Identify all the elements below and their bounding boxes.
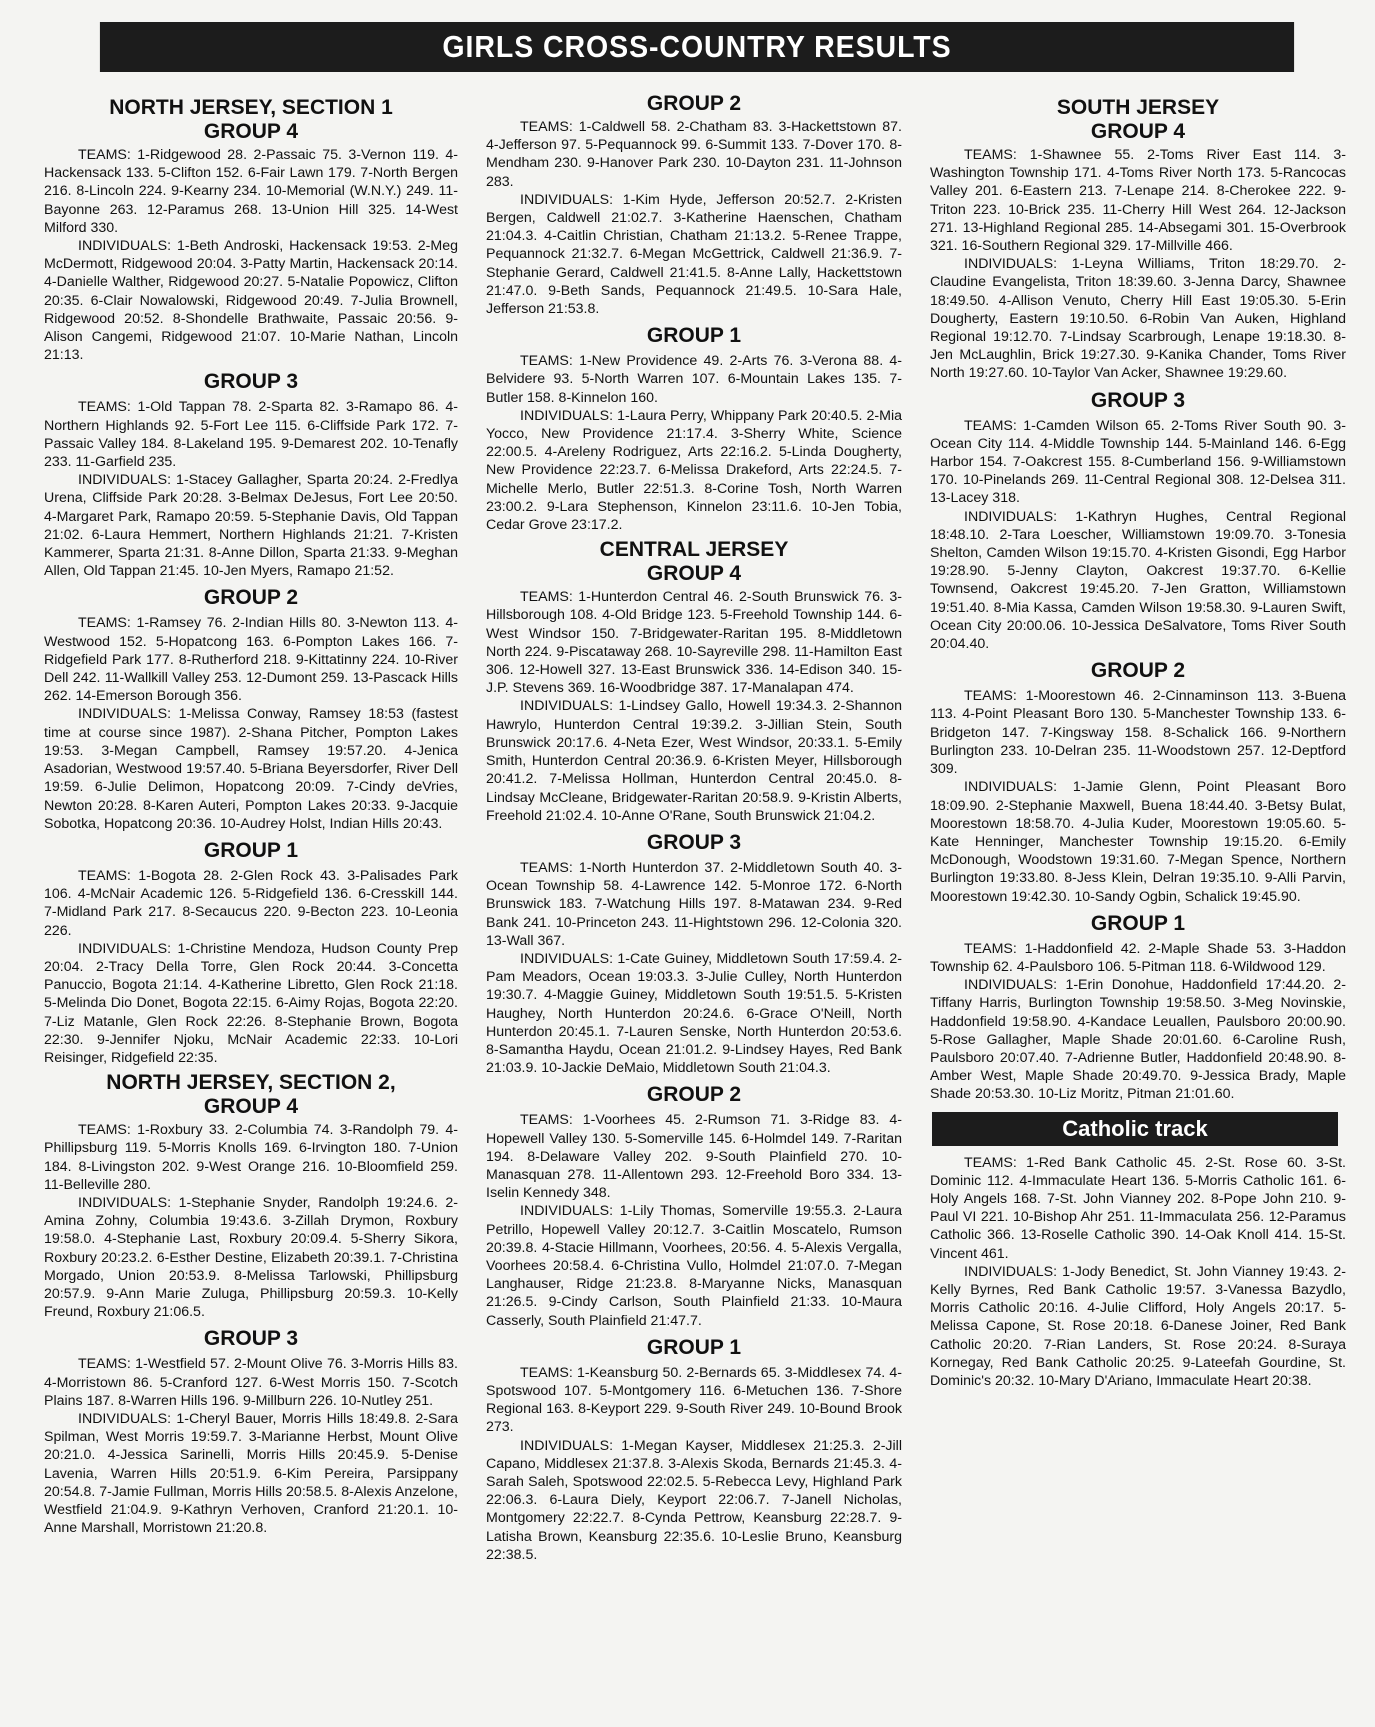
individual-results-paragraph: INDIVIDUALS: 1-Megan Kayser, Middlesex 21:25.3. 2-Jill Capano, Middlesex 21:37.8. 3-Alexis Skoda, Bernards 21:45.3. 4-Sarah Saleh, Spotswood 22:02.5. 5-Rebecca Levy, Highland Park 22:06.3. 6-Laura Diely, Keyport 22:06.7. 7-Janell Nicholas, Montgomery 22:22.7. 8-Cynda Pettrow, Keansburg 22:28.7. 9-Latisha Brown, Keansburg 22:35.6. 10-Leslie Bruno, Keansburg 22:38.5. bbox=[486, 1437, 902, 1563]
team-scores-paragraph: TEAMS: 1-Moorestown 46. 2-Cinnaminson 113. 3-Buena 113. 4-Point Pleasant Boro 130. 5-Manchester Township 133. 6-Bridgeton 147. 7-Kingsway 158. 8-Schalick 166. 9-Northern Burlington 233. 10-Delran 235. 11-Woodstown 257. 12-Deptford 309. bbox=[930, 688, 1346, 778]
team-scores-paragraph: TEAMS: 1-Ridgewood 28. 2-Passaic 75. 3-Vernon 119. 4-Hackensack 133. 5-Clifton 152. 6-Fair Lawn 179. 7-North Bergen 216. 8-Lincoln 224. 9-Kearny 234. 10-Memorial (W.N.Y.) 249. 11-Bayonne 263. 12-Paramus 268. 13-Union Hill 325. 14-West Milford 330. bbox=[44, 147, 458, 236]
group-heading: GROUP 2 bbox=[203, 586, 299, 610]
group-heading: GROUP 1 bbox=[646, 324, 742, 348]
individual-results-paragraph: INDIVIDUALS: 1-Melissa Conway, Ramsey 18:53 (fastest time at course since 1987). 2-Shana Pitcher, Pompton Lakes 19:53. 3-Megan Campbell, Ramsey 19:57.20. 4-Jenica Asadorian, Westwood 19:57.40. 5-Briana Beyersdorfer, River Dell 19:59. 6-Julie Delimon, Hopatcong 20:09. 7-Cindy deVries, Newton 20:28. 8-Karen Auteri, Pompton Lakes 20:33. 9-Jacquie Sobotka, Hopatcong 20:36. 10-Audrey Holst, Indian Hills 20:43. bbox=[44, 706, 458, 832]
group-heading: GROUP 3 bbox=[203, 370, 299, 394]
region-heading: SOUTH JERSEY bbox=[1056, 96, 1220, 119]
group-heading: GROUP 1 bbox=[1090, 911, 1186, 935]
team-scores-paragraph: TEAMS: 1-Ramsey 76. 2-Indian Hills 80. 3-Newton 113. 4-Westwood 152. 5-Hopatcong 163. 6-Pompton Lakes 166. 7-Ridgefield Park 177. 8-Rutherford 218. 9-Kittatinny 224. 10-River Dell 242. 11-Wallkill Valley 253. 12-Dumont 259. 13-Pascack Hills 262. 14-Emerson Borough 356. bbox=[44, 615, 458, 705]
individual-results-paragraph: INDIVIDUALS: 1-Stephanie Snyder, Randolph 19:24.6. 2-Amina Zohny, Columbia 19:43.6. 3-Zillah Drymon, Roxbury 19:58.0. 4-Stephanie Last, Roxbury 20:09.4. 5-Sherry Sikora, Roxbury 20:23.2. 6-Esther Destine, Elizabeth 20:39.1. 7-Christina Morgado, Union 20:53.9. 8-Melissa Tarlowski, Phillipsburg 20:57.9. 9-Ann Marie Zuluga, Phillipsburg 20:59.3. 10-Kelly Freund, Roxbury 21:06.5. bbox=[44, 1194, 458, 1321]
individual-results-paragraph: INDIVIDUALS: 1-Laura Perry, Whippany Park 20:40.5. 2-Mia Yocco, New Providence 21:17.4. 3-Sherry White, Science 22:00.5. 4-Areleny Rodriguez, Arts 22:16.2. 5-Linda Dougherty, New Providence 22:23.7. 6-Melissa Drakeford, Arts 22:24.5. 7-Michelle Merlo, Butler 22:51.3. 8-Corine Tosh, North Warren 23:00.2. 9-Lara Stephenson, Kinnelon 23:11.6. 10-Jen Tobia, Cedar Grove 23:17.2. bbox=[486, 407, 902, 534]
team-scores-paragraph: TEAMS: 1-Haddonfield 42. 2-Maple Shade 53. 3-Haddon Township 62. 4-Paulsboro 106. 5-Pitman 118. 6-Wildwood 129. bbox=[930, 940, 1346, 975]
individual-results-paragraph: INDIVIDUALS: 1-Kathryn Hughes, Central Regional 18:48.10. 2-Tara Loescher, Williamstown 19:09.70. 3-Tonesia Shelton, Camden Wilson 19:15.70. 4-Kristen Gisondi, Egg Harbor 19:28.90. 5-Jenny Clayton, Oakcrest 19:37.70. 6-Kellie Townsend, Oakcrest 19:45.20. 7-Jen Gratton, Williamstown 19:51.40. 8-Mia Kassa, Camden Wilson 19:58.30. 9-Lauren Swift, Ocean City 20:00.06. 10-Jessica DeSalvatore, Toms River South 20:04.40. bbox=[930, 508, 1346, 653]
column-south-jersey-catholic bbox=[930, 92, 1346, 1390]
team-scores-paragraph: TEAMS: 1-Red Bank Catholic 45. 2-St. Rose 60. 3-St. Dominic 112. 4-Immaculate Heart 136. 5-Morris Catholic 161. 6-Holy Angels 168. 7-St. John Vianney 202. 8-Pope John 210. 9-Paul VI 221. 10-Bishop Ahr 251. 11-Immaculata 256. 12-Paramus Catholic 366. 13-Roselle Catholic 390. 14-Oak Knoll 414. 15-St. Vincent 461. bbox=[930, 1154, 1346, 1262]
individual-results-paragraph: INDIVIDUALS: 1-Kim Hyde, Jefferson 20:52.7. 2-Kristen Bergen, Caldwell 21:02.7. 3-Katherine Haenschen, Chatham 21:04.3. 4-Caitlin Christian, Chatham 21:13.2. 5-Renee Trappe, Pequannock 21:32.7. 6-Megan McGettrick, Caldwell 21:36.9. 7-Stephanie Gerard, Caldwell 21:41.5. 8-Anne Lally, Hackettstown 21:47.0. 9-Beth Sands, Pequannock 21:49.5. 10-Sara Hale, Jefferson 21:53.8. bbox=[486, 191, 902, 318]
individual-results-paragraph: INDIVIDUALS: 1-Lindsey Gallo, Howell 19:34.3. 2-Shannon Hawrylo, Hunterdon Central 19:39.2. 3-Jillian Stein, South Brunswick 20:17.6. 4-Neta Ezer, West Windsor, 20:33.1. 5-Emily Smith, Hunterdon Central 20:36.9. 6-Kristen Meyer, Hillsborough 20:41.2. 7-Melissa Hollman, Hunterdon Central 20:45.0. 8-Lindsay McCleane, Bridgewater-Raritan 20:58.9. 9-Kristin Alberts, Freehold 21:02.4. 10-Anne O'Rane, South Brunswick 21:04.2. bbox=[486, 698, 902, 824]
group-heading: GROUP 1 bbox=[646, 1335, 742, 1359]
group-heading: GROUP 2 bbox=[646, 92, 742, 115]
group-heading: GROUP 1 bbox=[203, 838, 299, 862]
team-scores-paragraph: TEAMS: 1-Bogota 28. 2-Glen Rock 43. 3-Palisades Park 106. 4-McNair Academic 126. 5-Ridgefield 136. 6-Cresskill 144. 7-Midland Park 217. 8-Secaucus 220. 9-Becton 223. 10-Leonia 226. bbox=[44, 867, 458, 939]
group-heading: GROUP 2 bbox=[1090, 659, 1186, 683]
section-banner: Catholic track bbox=[932, 1112, 1338, 1146]
region-heading: NORTH JERSEY, SECTION 1 bbox=[109, 96, 393, 119]
individual-results-paragraph: INDIVIDUALS: 1-Christine Mendoza, Hudson County Prep 20:04. 2-Tracy Della Torre, Glen Rock 20:44. 3-Concetta Panuccio, Bogota 21:14. 4-Katherine Libretto, Glen Rock 21:18. 5-Melinda Dio Donet, Bogota 22:15. 6-Aimy Rojas, Bogota 22:20. 7-Liz Matanle, Glen Rock 22:26. 8-Stephanie Brown, Bogota 22:30. 9-Jennifer Njoku, McNair Academic 22:33. 10-Lori Reisinger, Ridgefield 22:35. bbox=[44, 940, 458, 1066]
team-scores-paragraph: TEAMS: 1-Roxbury 33. 2-Columbia 74. 3-Randolph 79. 4-Phillipsburg 119. 5-Morris Knolls 169. 6-Irvington 180. 7-Union 184. 8-Livingston 202. 9-West Orange 216. 10-Bloomfield 259. 11-Belleville 280. bbox=[44, 1122, 458, 1193]
individual-results-paragraph: INDIVIDUALS: 1-Erin Donohue, Haddonfield 17:44.20. 2-Tiffany Harris, Burlington Township 19:58.50. 3-Meg Novinskie, Haddonfield 19:58.90. 4-Kandace Leuallen, Paulsboro 20:00.90. 5-Rose Gallagher, Maple Shade 20:01.60. 6-Caroline Rush, Paulsboro 20:07.40. 7-Adrienne Butler, Haddonfield 20:48.90. 8-Amber West, Maple Shade 20:49.70. 9-Jessica Brady, Maple Shade 20:53.30. 10-Liz Moritz, Pitman 21:01.60. bbox=[930, 977, 1346, 1103]
team-scores-paragraph: TEAMS: 1-Caldwell 58. 2-Chatham 83. 3-Hackettstown 87. 4-Jefferson 97. 5-Pequannock 99. 6-Summit 133. 7-Dover 170. 8-Mendham 230. 9-Hanover Park 230. 10-Dayton 231. 11-Johnson 283. bbox=[486, 119, 902, 190]
team-scores-paragraph: TEAMS: 1-North Hunterdon 37. 2-Middletown South 40. 3-Ocean Township 58. 4-Lawrence 142. 5-Monroe 172. 6-North Brunswick 183. 7-Watchung Hills 197. 8-Matawan 234. 9-Red Bank 241. 10-Princeton 243. 11-Hightstown 296. 12-Colonia 320. 13-Wall 367. bbox=[486, 859, 902, 949]
individual-results-paragraph: INDIVIDUALS: 1-Lily Thomas, Somerville 19:55.3. 2-Laura Petrillo, Hopewell Valley 20:12.7. 3-Caitlin Moscatelo, Rumson 20:39.8. 4-Stacie Hillmann, Voorhees, 20:56. 4. 5-Alexis Vergalla, Voorhees 20:58.4. 6-Christina Vullo, Holmdel 21:07.0. 7-Megan Langhauser, Ridge 21:23.8. 8-Maryanne Nicks, Manasquan 21:26.5. 9-Cindy Carlson, South Plainfield 21:33. 10-Maura Casserly, South Plainfield 21:47.7. bbox=[486, 1203, 902, 1329]
column-north-central-jersey bbox=[486, 92, 902, 1564]
individual-results-paragraph: INDIVIDUALS: 1-Leyna Williams, Triton 18:29.70. 2-Claudine Evangelista, Triton 18:39.60. 3-Jenna Darcy, Shawnee 18:49.50. 4-Allison Venuto, Cherry Hill East 19:05.30. 5-Erin Dougherty, Eastern 19:10.50. 6-Robin Van Auken, Highland Regional 19:12.70. 7-Lindsay Scarbrough, Lenape 19:18.30. 8-Jen McLaughlin, Brick 19:27.30. 9-Kanika Chander, Toms River North 19:27.60. 10-Taylor Van Acker, Shawnee 19:29.60. bbox=[930, 256, 1346, 382]
team-scores-paragraph: TEAMS: 1-Old Tappan 78. 2-Sparta 82. 3-Ramapo 86. 4-Northern Highlands 92. 5-Fort Lee 115. 6-Cliffside Park 172. 7-Passaic Valley 184. 8-Lakeland 195. 9-Demarest 202. 10-Tenafly 233. 11-Garfield 235. bbox=[44, 399, 458, 471]
individual-results-paragraph: INDIVIDUALS: 1-Stacey Gallagher, Sparta 20:24. 2-Fredlya Urena, Cliffside Park 20:28. 3-Belmax DeJesus, Fort Lee 20:50. 4-Margaret Park, Ramapo 20:59. 5-Stephanie Davis, Old Tappan 21:02. 6-Laura Hemmert, Northern Highlands 21:21. 7-Kristen Kammerer, Sparta 21:31. 8-Anne Dillon, Sparta 21:33. 9-Meghan Allen, Old Tappan 21:45. 10-Jen Myers, Ramapo 21:52. bbox=[44, 472, 458, 580]
individual-results-paragraph: INDIVIDUALS: 1-Jamie Glenn, Point Pleasant Boro 18:09.90. 2-Stephanie Maxwell, Buena 18:44.40. 3-Betsy Bulat, Moorestown 18:58.70. 4-Julia Kuder, Moorestown 19:05.60. 5-Kate Henninger, Manchester Township 19:15.20. 6-Emily McDonough, Woodstown 19:31.60. 7-Megan Spence, Northern Burlington 19:33.80. 8-Jess Klein, Delran 19:35.10. 9-Alli Parvin, Moorestown 19:42.30. 10-Sandy Ogbin, Schalick 19:45.90. bbox=[930, 779, 1346, 905]
page-banner: GIRLS CROSS-COUNTRY RESULTS bbox=[100, 22, 1294, 72]
group-heading: GROUP 3 bbox=[646, 830, 742, 854]
column-north-jersey bbox=[44, 92, 458, 1537]
group-heading: GROUP 3 bbox=[203, 1327, 299, 1351]
individual-results-paragraph: INDIVIDUALS: 1-Jody Benedict, St. John Vianney 19:43. 2-Kelly Byrnes, Red Bank Catholic 19:57. 3-Vanessa Bazydlo, Morris Catholic 20:16. 4-Julie Clifford, Holy Angels 20:17. 5-Melissa Capone, St. Rose 20:18. 6-Danese Joiner, Red Bank Catholic 20:20. 7-Rian Landers, St. Rose 20:24. 8-Suraya Kornegay, Red Bank Catholic 20:25. 9-Lateefah Gourdine, St. Dominic's 20:32. 10-Mary D'Ariano, Immaculate Heart 20:38. bbox=[930, 1263, 1346, 1389]
individual-results-paragraph: INDIVIDUALS: 1-Cheryl Bauer, Morris Hills 18:49.8. 2-Sara Spilman, West Morris 19:59.7. 3-Marianne Herbst, Mount Olive 20:21.0. 4-Jessica Sarinelli, Morris Hills 20:45.9. 5-Denise Lavenia, Warren Hills 20:51.9. 6-Kim Pereira, Parsippany 20:54.8. 7-Jamie Fullman, Morris Hills 20:58.5. 8-Alexis Anzelone, Westfield 21:04.9. 9-Kathryn Verhoven, Cranford 21:20.1. 10-Anne Marshall, Morristown 21:20.8. bbox=[44, 1410, 458, 1537]
group-heading: GROUP 4 bbox=[203, 1095, 299, 1119]
team-scores-paragraph: TEAMS: 1-Hunterdon Central 46. 2-South Brunswick 76. 3-Hillsborough 108. 4-Old Bridge 123. 5-Freehold Township 144. 6-West Windsor 150. 7-Bridgewater-Raritan 195. 8-Middletown North 224. 9-Piscataway 268. 10-Sayreville 298. 11-Hamilton East 306. 12-Howell 327. 13-East Brunswick 336. 14-Edison 340. 15-J.P. Stevens 369. 16-Woodbridge 387. 17-Manalapan 474. bbox=[486, 589, 902, 697]
team-scores-paragraph: TEAMS: 1-Voorhees 45. 2-Rumson 71. 3-Ridge 83. 4-Hopewell Valley 130. 5-Somerville 145. 6-Holmdel 149. 7-Raritan 194. 8-Delaware Valley 202. 9-South Plainfield 270. 10-Manasquan 278. 11-Allentown 293. 12-Freehold Boro 334. 13-Iselin Kennedy 348. bbox=[486, 1112, 902, 1202]
group-heading: GROUP 3 bbox=[1090, 388, 1186, 412]
team-scores-paragraph: TEAMS: 1-Westfield 57. 2-Mount Olive 76. 3-Morris Hills 83. 4-Morristown 86. 5-Cranford 127. 6-West Morris 150. 7-Scotch Plains 187. 8-Warren Hills 196. 9-Millburn 226. 10-Nutley 251. bbox=[44, 1356, 458, 1409]
individual-results-paragraph: INDIVIDUALS: 1-Beth Androski, Hackensack 19:53. 2-Meg McDermott, Ridgewood 20:04. 3-Patty Martin, Hackensack 20:14. 4-Danielle Walther, Ridgewood 20:27. 5-Natalie Popowicz, Clifton 20:35. 6-Clair Nowalowski, Ridgewood 20:49. 7-Julia Brownell, Ridgewood 20:52. 8-Shondelle Brathwaite, Passaic 20:56. 9-Alison Cangemi, Ridgewood 21:07. 10-Marie Nathan, Lincoln 21:13. bbox=[44, 238, 458, 364]
group-heading: GROUP 4 bbox=[203, 120, 299, 143]
group-heading: GROUP 4 bbox=[646, 562, 742, 586]
region-heading: NORTH JERSEY, SECTION 2, bbox=[106, 1071, 396, 1095]
individual-results-paragraph: INDIVIDUALS: 1-Cate Guiney, Middletown South 17:59.4. 2-Pam Meadors, Ocean 19:03.3. 3-Julie Culley, North Hunterdon 19:30.7. 4-Maggie Guiney, Middletown South 19:51.5. 5-Kristen Haughey, North Hunterdon 20:24.6. 6-Grace O'Neill, North Hunterdon 20:45.1. 7-Lauren Senske, North Hunterdon 20:53.6. 8-Samantha Haydu, Ocean 21:01.2. 9-Lindsey Hayes, Red Bank 21:03.9. 10-Jackie DeMaio, Middletown South 21:04.3. bbox=[486, 950, 902, 1077]
group-heading: GROUP 2 bbox=[646, 1083, 742, 1107]
team-scores-paragraph: TEAMS: 1-Shawnee 55. 2-Toms River East 114. 3-Washington Township 171. 4-Toms River North 173. 5-Rancocas Valley 201. 6-Eastern 213. 7-Lenape 214. 8-Cherokee 222. 9-Triton 223. 10-Brick 235. 11-Cherry Hill West 264. 12-Jackson 271. 13-Highland Regional 285. 14-Absegami 301. 15-Overbrook 321. 16-Southern Regional 329. 17-Millville 466. bbox=[930, 147, 1346, 255]
team-scores-paragraph: TEAMS: 1-New Providence 49. 2-Arts 76. 3-Verona 88. 4-Belvidere 93. 5-North Warren 107. 6-Mountain Lakes 135. 7-Butler 158. 8-Kinnelon 160. bbox=[486, 353, 902, 406]
region-heading: CENTRAL JERSEY bbox=[599, 538, 789, 562]
team-scores-paragraph: TEAMS: 1-Camden Wilson 65. 2-Toms River South 90. 3-Ocean City 114. 4-Middle Township 144. 5-Mainland 146. 6-Egg Harbor 154. 7-Oakcrest 155. 8-Cumberland 156. 9-Williamstown 170. 10-Pinelands 269. 11-Central Regional 308. 12-Delsea 311. 13-Lacey 318. bbox=[930, 417, 1346, 507]
team-scores-paragraph: TEAMS: 1-Keansburg 50. 2-Bernards 65. 3-Middlesex 74. 4-Spotswood 107. 5-Montgomery 116. 6-Metuchen 136. 7-Shore Regional 163. 8-Keyport 229. 9-South River 249. 10-Bound Brook 273. bbox=[486, 1364, 902, 1436]
group-heading: GROUP 4 bbox=[1090, 120, 1186, 143]
